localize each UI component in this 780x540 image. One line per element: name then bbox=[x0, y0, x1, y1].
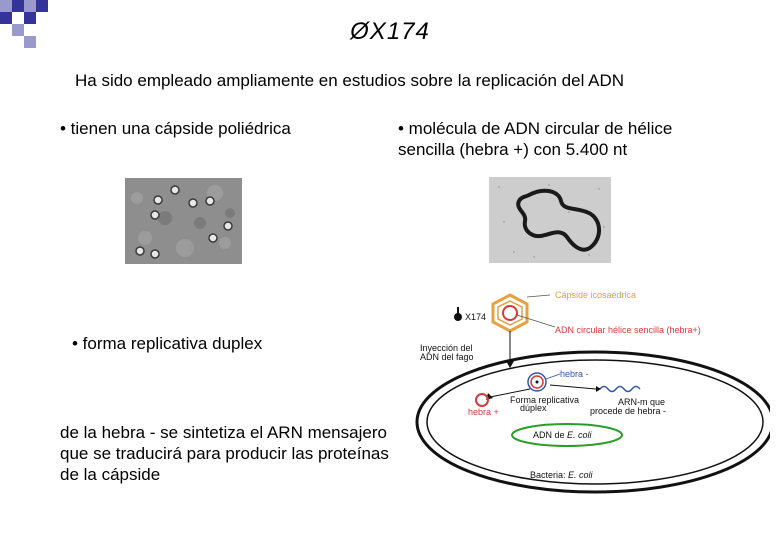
bottom-text-line1: de la hebra - se sintetiza el ARN mensajero bbox=[60, 423, 387, 442]
dna-micrograph bbox=[489, 177, 611, 263]
replication-diagram bbox=[410, 285, 770, 525]
bottom-text-line3: de la cápside bbox=[60, 465, 161, 484]
bullet-capsid: • tienen una cápside poliédrica bbox=[60, 119, 291, 138]
bacteria-label: Bacteria: E. coli bbox=[530, 470, 593, 480]
dna-label: ADN circular hélice sencilla (hebra+) bbox=[555, 325, 701, 335]
phage-label: X174 bbox=[465, 312, 487, 322]
bullet-dna-line1: • molécula de ADN circular de hélice bbox=[398, 119, 673, 138]
slide-title: ØX174 bbox=[350, 18, 430, 45]
mrna-label-line1: ARN-m que bbox=[618, 397, 666, 407]
mrna-icon bbox=[600, 387, 640, 392]
replicative-label-line1: Forma replicativa bbox=[510, 395, 580, 405]
plus-strand-label: hebra + bbox=[468, 407, 499, 417]
bottom-text bbox=[60, 422, 389, 485]
injection-label-line2: ADN del fago bbox=[420, 352, 474, 362]
bullet-duplex: • forma replicativa duplex bbox=[72, 334, 263, 353]
capsid-label: Cápside icosaédrica bbox=[555, 290, 637, 300]
ecoli-dna-label: ADN de E. coli bbox=[533, 430, 592, 440]
minus-strand-label: hebra - bbox=[560, 369, 589, 379]
bullet-dna-line2: sencilla (hebra +) con 5.400 nt bbox=[398, 140, 628, 159]
bacterium-inner-outline bbox=[427, 360, 763, 484]
bacterium-outline bbox=[417, 352, 770, 492]
plus-strand-circle bbox=[476, 394, 488, 406]
bullet-dna bbox=[398, 118, 672, 160]
injection-label-line1: Inyección del bbox=[420, 343, 473, 353]
mrna-label-line2: procede de hebra - bbox=[590, 406, 667, 416]
slide-subtitle: Ha sido empleado ampliamente en estudios sobre la replicación del ADN bbox=[75, 71, 625, 90]
phage-dna-icon bbox=[503, 306, 517, 320]
replicative-label-line2: dúplex bbox=[520, 403, 547, 413]
bottom-text-line2: que se traducirá para producir las proteínas bbox=[60, 444, 389, 463]
phage-micrograph bbox=[125, 178, 242, 264]
